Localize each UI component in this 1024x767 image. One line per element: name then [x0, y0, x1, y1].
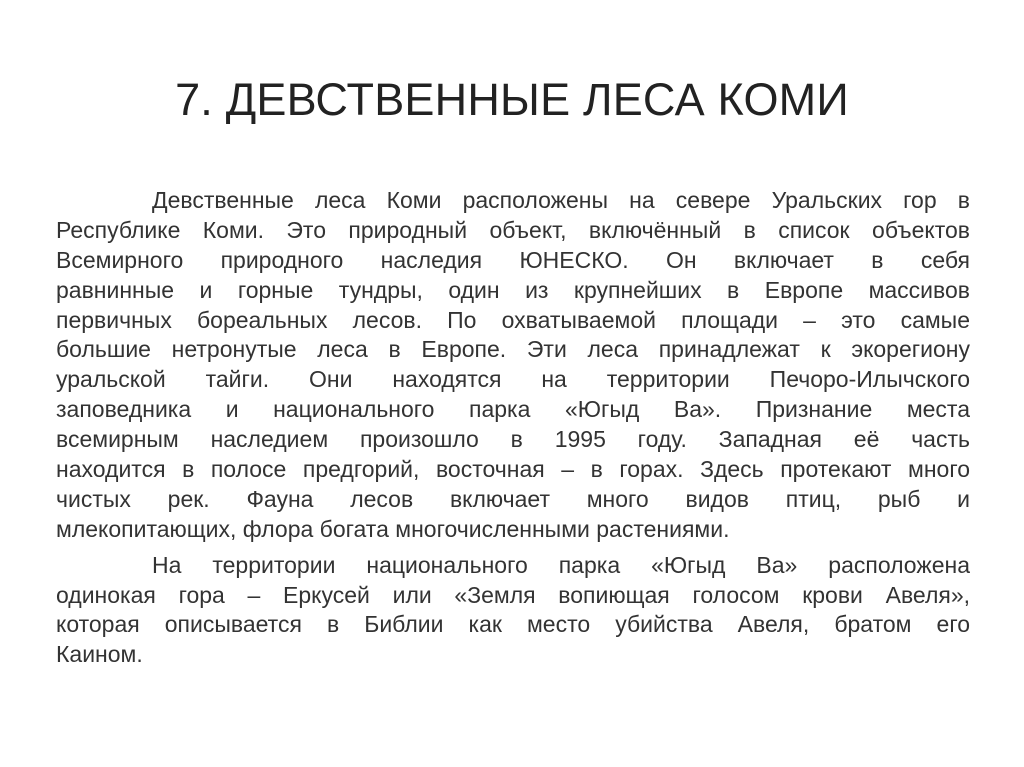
- paragraph-line: Девственные леса Коми расположены на севере Уральских гор в: [152, 187, 970, 213]
- paragraph-line: Республике Коми. Это природный объект, включённый в список объектов: [56, 216, 970, 243]
- paragraph-line: первичных бореальных лесов. По охватываемой площади – это самые: [56, 306, 970, 333]
- slide-title: 7. ДЕВСТВЕННЫЕ ЛЕСА КОМИ: [175, 74, 849, 125]
- paragraph-line: одинокая гора – Еркусей или «Земля вопиющая голосом крови Авеля»,: [56, 581, 970, 608]
- paragraph-line: которая описывается в Библии как место убийства Авеля, братом его: [56, 611, 970, 638]
- paragraph-line: большие нетронутые леса в Европе. Эти леса принадлежат к экорегиону: [56, 336, 970, 363]
- paragraph-line: уральской тайги. Они находятся на территории Печоро-Илычского: [56, 366, 970, 393]
- slide-body: [56, 186, 970, 670]
- paragraph-line: равнинные и горные тундры, один из крупнейших в Европе массивов: [56, 276, 970, 303]
- paragraph-line: чистых рек. Фауна лесов включает много видов птиц, рыб и: [56, 485, 970, 512]
- paragraph-line: заповедника и национального парка «Югыд Ва». Признание места: [56, 396, 970, 423]
- paragraph-line: Всемирного природного наследия ЮНЕСКО. Он включает в себя: [56, 246, 970, 273]
- paragraph-line: Каином.: [56, 641, 143, 668]
- paragraph-line: находится в полосе предгорий, восточная – в горах. Здесь протекают много: [56, 456, 970, 483]
- paragraph-2: [56, 551, 970, 671]
- paragraph-line: На территории национального парка «Югыд Ва» расположена: [152, 551, 970, 578]
- paragraph-1: [56, 186, 970, 545]
- paragraph-line: млекопитающих, флора богата многочисленными растениями.: [56, 515, 730, 542]
- paragraph-line: всемирным наследием произошло в 1995 году. Западная её часть: [56, 426, 970, 453]
